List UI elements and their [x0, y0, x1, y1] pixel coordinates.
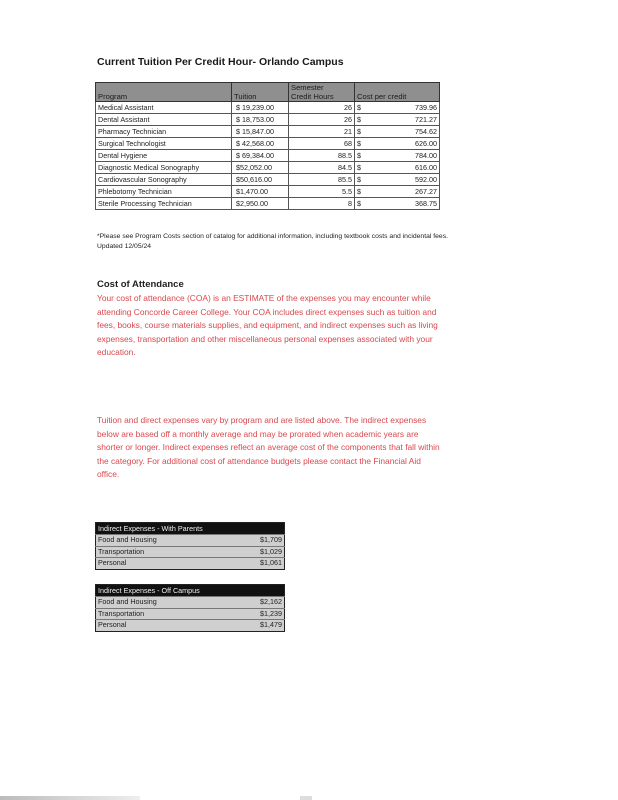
expense-label: Personal [96, 620, 229, 632]
table-row [96, 126, 440, 138]
cost-value: 739.96 [415, 103, 437, 112]
currency-symbol: $ [357, 199, 361, 208]
cost-value: 368.75 [415, 199, 437, 208]
table-row [96, 162, 440, 174]
currency-symbol: $ [357, 139, 361, 148]
off-campus-header: Indirect Expenses - Off Campus [96, 585, 285, 597]
cost-value: 267.27 [415, 187, 437, 196]
cost-per-credit-cell [355, 102, 440, 114]
cost-value: 784.00 [415, 151, 437, 160]
program-name: Pharmacy Technician [96, 126, 232, 138]
indirect-expenses-with-parents-table [95, 522, 285, 570]
header-hours-line2: Credit Hours [291, 92, 334, 101]
program-name: Dental Hygiene [96, 150, 232, 162]
credit-hours-value: 8 [289, 198, 355, 210]
tuition-table [95, 82, 440, 210]
header-hours-line1: Semester [291, 83, 324, 92]
table-row [96, 102, 440, 114]
currency-symbol: $ [357, 151, 361, 160]
header-credit-hours [289, 83, 355, 102]
tuition-table-header [96, 83, 440, 102]
tuition-value: $2,950.00 [232, 198, 289, 210]
header-cost-per-credit: Cost per credit [355, 83, 440, 102]
page-footer-strip [0, 796, 140, 800]
footnote [97, 232, 448, 252]
expense-label: Transportation [96, 608, 229, 620]
cost-per-credit-cell [355, 114, 440, 126]
expense-amount: $1,239 [229, 608, 285, 620]
credit-hours-value: 26 [289, 102, 355, 114]
cost-per-credit-cell [355, 138, 440, 150]
credit-hours-value: 26 [289, 114, 355, 126]
program-name: Diagnostic Medical Sonography [96, 162, 232, 174]
program-name: Phlebotomy Technician [96, 186, 232, 198]
header-program: Program [96, 83, 232, 102]
currency-symbol: $ [357, 103, 361, 112]
expense-amount: $1,029 [229, 546, 285, 558]
cost-per-credit-cell [355, 150, 440, 162]
tuition-value: $ 69,384.00 [232, 150, 289, 162]
table-row [96, 174, 440, 186]
program-name: Medical Assistant [96, 102, 232, 114]
with-parents-header: Indirect Expenses - With Parents [96, 523, 285, 535]
credit-hours-value: 88.5 [289, 150, 355, 162]
tuition-value: $ 19,239.00 [232, 102, 289, 114]
tuition-value: $50,616.00 [232, 174, 289, 186]
expense-amount: $1,709 [229, 535, 285, 547]
currency-symbol: $ [357, 163, 361, 172]
coa-paragraph-2: Tuition and direct expenses vary by program and are listed above. The indirect expenses below are based off a monthly average and may be prorated when academic years are shorter or longer. Indirect expenses reflect an average cost of the components that fall within the category. For additional cost of attendance budgets please contact the Financial Aid office. [97, 415, 440, 479]
credit-hours-value: 68 [289, 138, 355, 150]
expense-label: Personal [96, 558, 229, 570]
table-row [96, 608, 285, 620]
currency-symbol: $ [357, 175, 361, 184]
cost-per-credit-cell [355, 174, 440, 186]
table-row [96, 597, 285, 609]
table-row [96, 138, 440, 150]
credit-hours-value: 5.5 [289, 186, 355, 198]
table-row [96, 546, 285, 558]
credit-hours-value: 21 [289, 126, 355, 138]
table-row [96, 620, 285, 632]
updated-date: Updated 12/05/24 [97, 243, 152, 250]
header-tuition: Tuition [232, 83, 289, 102]
cost-value: 592.00 [415, 175, 437, 184]
footnote-text: *Please see Program Costs section of catalog for additional information, including textbook costs and incidental fees. [97, 233, 448, 240]
page-footer-mark [300, 796, 312, 800]
currency-symbol: $ [357, 127, 361, 136]
credit-hours-value: 85.5 [289, 174, 355, 186]
program-name: Dental Assistant [96, 114, 232, 126]
table-row [96, 198, 440, 210]
currency-symbol: $ [357, 115, 361, 124]
cost-value: 721.27 [415, 115, 437, 124]
table-row [96, 535, 285, 547]
tuition-value: $ 18,753.00 [232, 114, 289, 126]
credit-hours-value: 84.5 [289, 162, 355, 174]
table-row [96, 186, 440, 198]
tuition-value: $52,052.00 [232, 162, 289, 174]
expense-amount: $1,061 [229, 558, 285, 570]
program-name: Sterile Processing Technician [96, 198, 232, 210]
expense-label: Food and Housing [96, 597, 229, 609]
cost-value: 626.00 [415, 139, 437, 148]
program-name: Surgical Technologist [96, 138, 232, 150]
cost-per-credit-cell [355, 186, 440, 198]
currency-symbol: $ [357, 187, 361, 196]
tuition-value: $ 15,847.00 [232, 126, 289, 138]
cost-per-credit-cell [355, 126, 440, 138]
tuition-value: $1,470.00 [232, 186, 289, 198]
tuition-value: $ 42,568.00 [232, 138, 289, 150]
table-row [96, 558, 285, 570]
indirect-expenses-off-campus-table [95, 584, 285, 632]
expense-amount: $2,162 [229, 597, 285, 609]
expense-amount: $1,479 [229, 620, 285, 632]
expense-label: Transportation [96, 546, 229, 558]
program-name: Cardiovascular Sonography [96, 174, 232, 186]
cost-of-attendance-heading: Cost of Attendance [97, 279, 184, 290]
cost-value: 754.62 [415, 127, 437, 136]
cost-per-credit-cell [355, 162, 440, 174]
expense-label: Food and Housing [96, 535, 229, 547]
coa-paragraph-1: Your cost of attendance (COA) is an ESTIMATE of the expenses you may encounter while attending Concorde Career College. Your COA includes direct expenses such as tuition and fees, books, course materials supplies, and equipment, and indirect expenses such as living expenses, transportation and other miscellaneous personal expenses associated with your education. [97, 293, 438, 357]
cost-value: 616.00 [415, 163, 437, 172]
table-row [96, 114, 440, 126]
table-row [96, 150, 440, 162]
page-title: Current Tuition Per Credit Hour- Orlando Campus [97, 56, 344, 68]
cost-per-credit-cell [355, 198, 440, 210]
